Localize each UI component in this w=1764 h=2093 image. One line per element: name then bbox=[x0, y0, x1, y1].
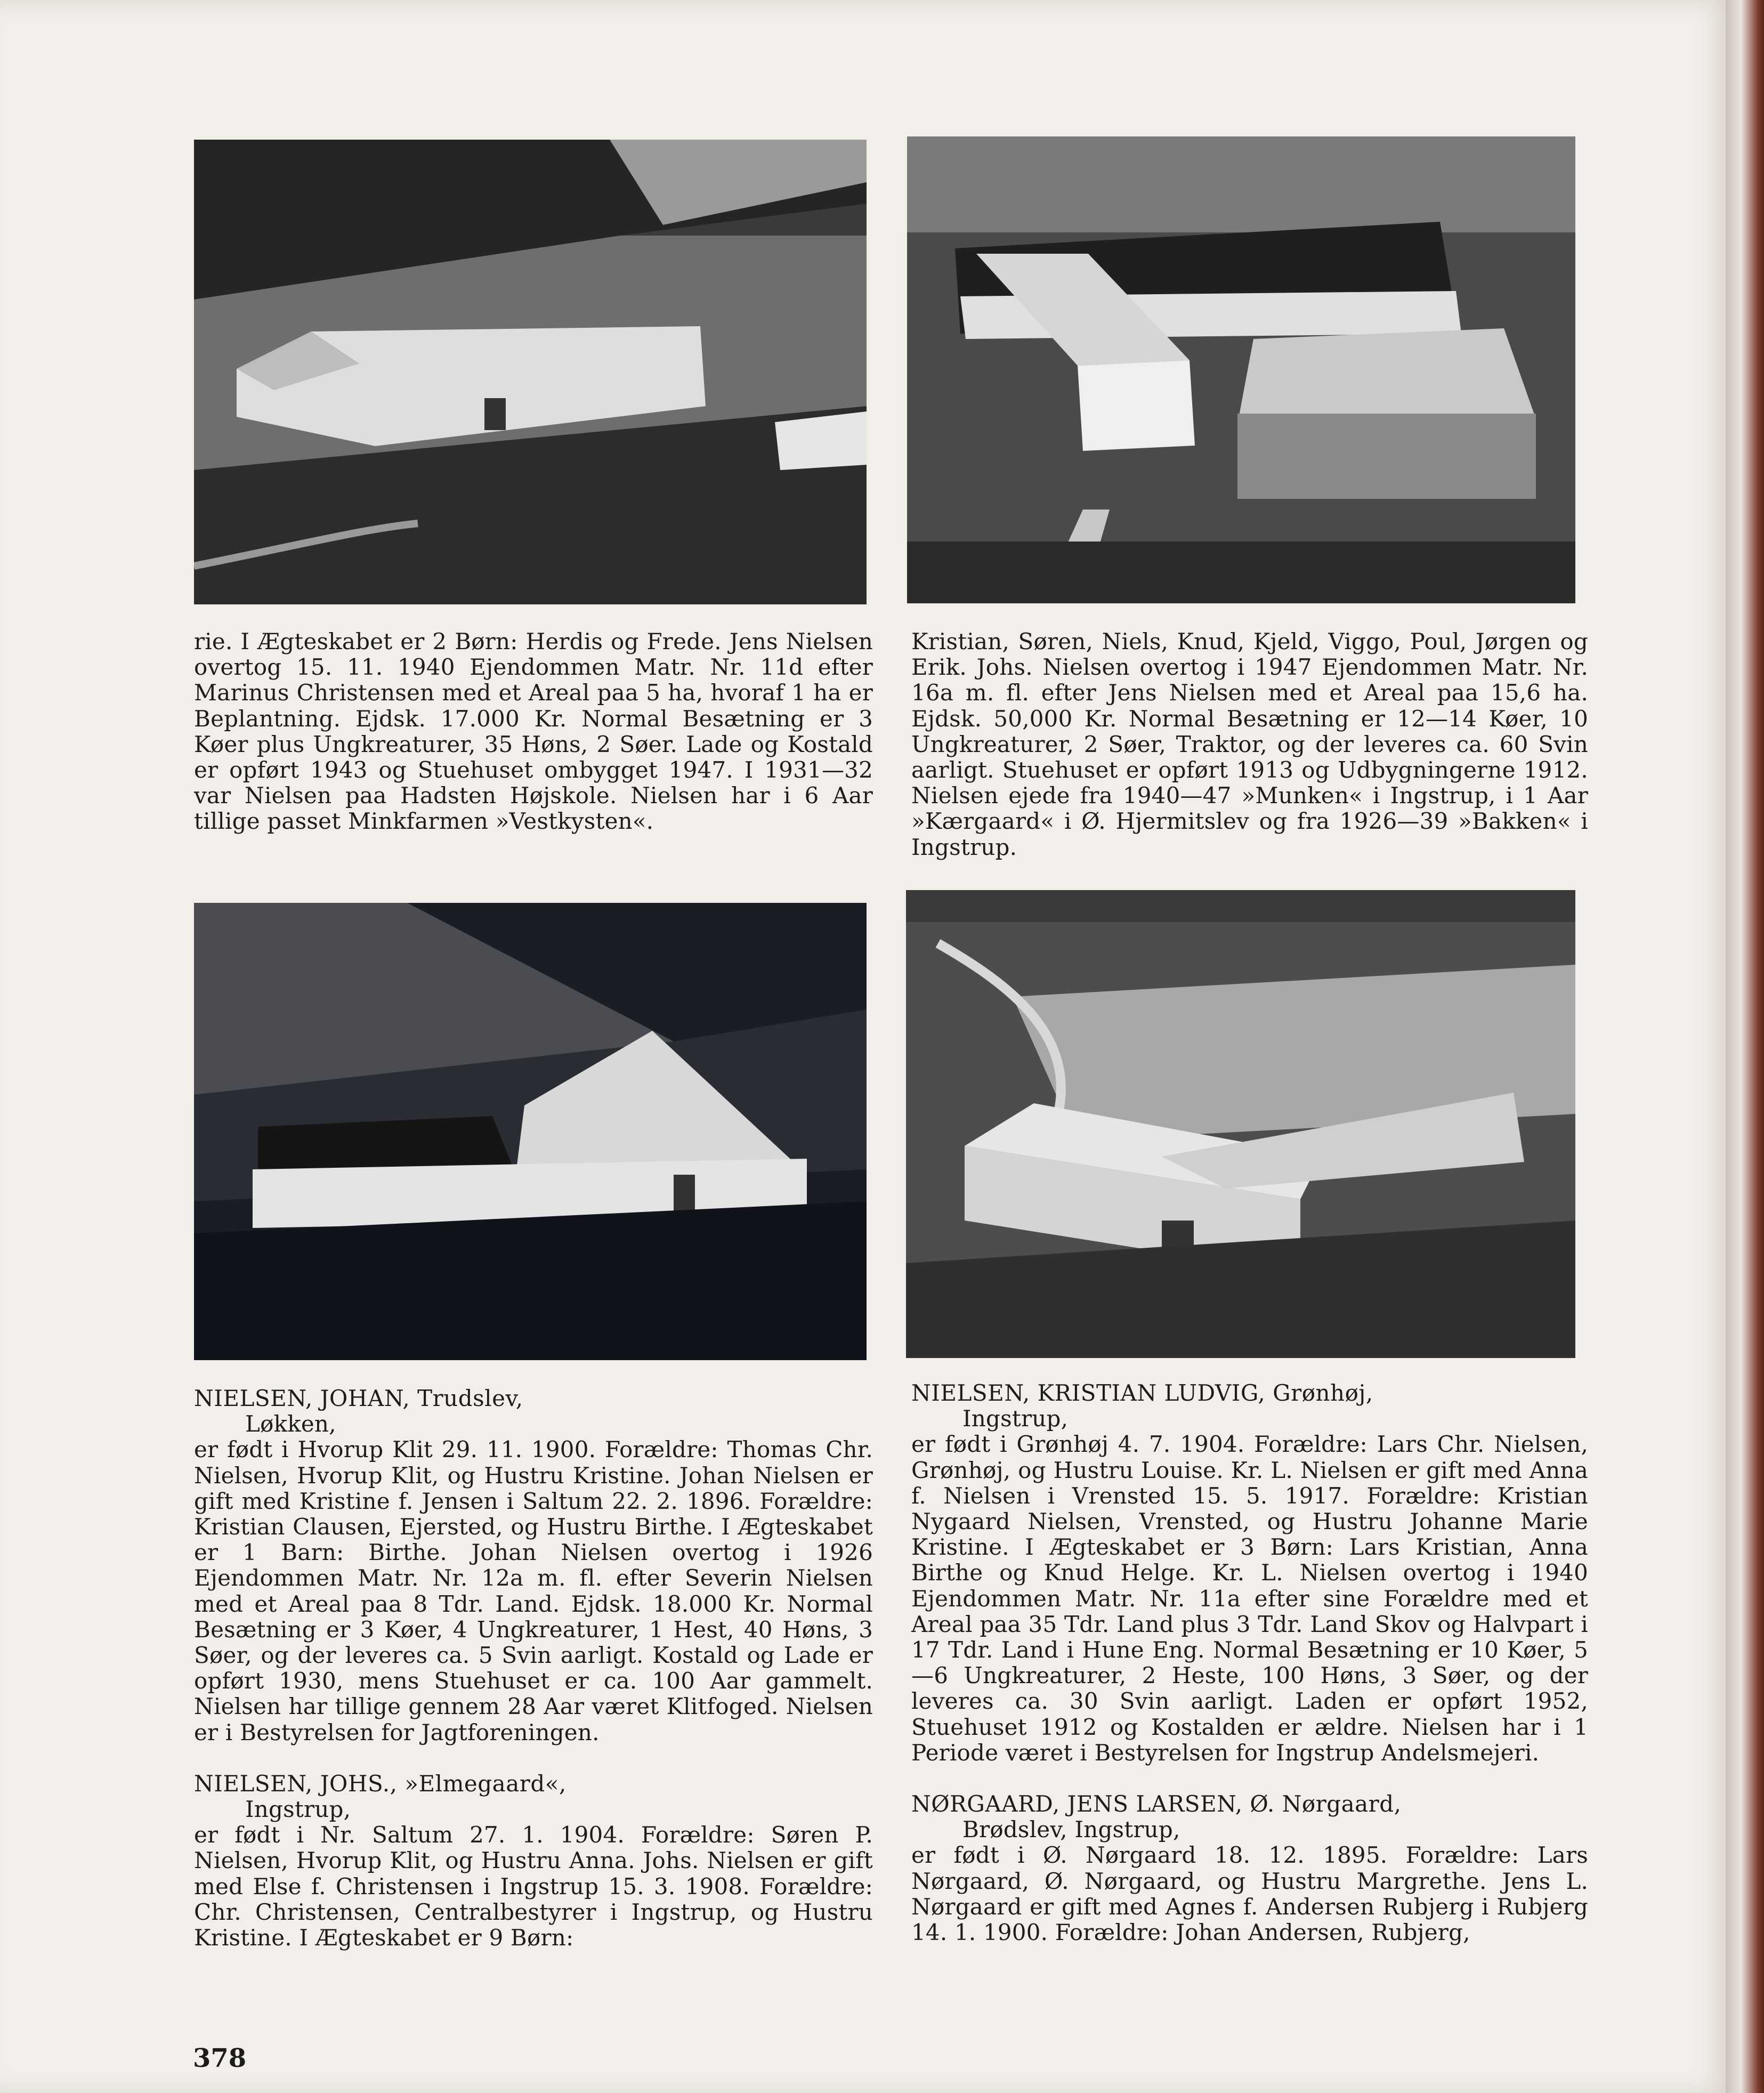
entry-nielsen-johs bbox=[194, 1771, 873, 1951]
farm-photo-bottom-right bbox=[906, 890, 1575, 1358]
entry-heading: NIELSEN, JOHAN, Trudslev, bbox=[194, 1385, 523, 1411]
entry-body: er født i Ø. Nørgaard 18. 12. 1895. Forældre: Lars Nørgaard, Ø. Nørgaard, og Hustru Margrethe. Jens L. Nørgaard er gift med Agnes f. Andersen Rubjerg i Rubjerg 14. 1. 1900. Forældre: Johan Andersen, Rubjerg, bbox=[911, 1842, 1588, 1946]
text-column-bottom-right bbox=[911, 1380, 1588, 1971]
farm-photo-top-right bbox=[907, 136, 1575, 603]
text-column-bottom-left bbox=[194, 1386, 873, 1976]
page-number: 378 bbox=[193, 2043, 247, 2073]
entry-location: Løkken, bbox=[245, 1411, 336, 1437]
entry-body: er født i Nr. Saltum 27. 1. 1904. Forældre: Søren P. Nielsen, Hvorup Klit, og Hustru Anna. Johs. Nielsen er gift med Else f. Christensen i Ingstrup 15. 3. 1908. Forældre: Chr. Christensen, Centralbestyrer i Ingstrup, og Hustru Kristine. I Ægteskabet er 9 Børn: bbox=[194, 1822, 873, 1951]
aerial-farm-photo-icon bbox=[906, 890, 1575, 1358]
aerial-farm-photo-icon bbox=[907, 136, 1575, 603]
entry-body: er født i Grønhøj 4. 7. 1904. Forældre: Lars Chr. Nielsen, Grønhøj, og Hustru Louise. Kr. L. Nielsen er gift med Anna f. Nielsen i Vrensted 15. 5. 1917. Forældre: Kristian Nygaard Nielsen, Vrensted, og Hustru Johanne Marie Kristine. I Ægteskabet er 3 Børn: Lars Kristian, Anna Birthe og Knud Helge. Kr. L. Nielsen overtog i 1940 Ejendommen Matr. Nr. 11a efter sine Forældre med et Areal paa 35 Tdr. Land plus 3 Tdr. Land Skov og Halvpart i 17 Tdr. Land i Hune Eng. Normal Besætning er 10 Køer, 5—6 Ungkreaturer, 2 Heste, 100 Høns, 3 Søer, og der leveres ca. 30 Svin aarligt. Laden er opført 1952, Stuehuset 1912 og Kostalden er ældre. Nielsen har i 1 Periode været i Bestyrelsen for Ingstrup Andelsmejeri. bbox=[911, 1431, 1588, 1766]
entry-nielsen-johan bbox=[194, 1386, 873, 1745]
aerial-farm-photo-icon bbox=[194, 140, 867, 604]
entry-heading: NØRGAARD, JENS LARSEN, Ø. Nørgaard, bbox=[911, 1791, 1402, 1817]
entry-body: er født i Hvorup Klit 29. 11. 1900. Forældre: Thomas Chr. Nielsen, Hvorup Klit, og Hustru Kristine. Johan Nielsen er gift med Kristine f. Jensen i Saltum 22. 2. 1896. Forældre: Kristian Clausen, Ejersted, og Hustru Birthe. I Ægteskabet er 1 Barn: Birthe. Johan Nielsen overtog i 1926 Ejendommen Matr. Nr. 12a m. fl. efter Severin Nielsen med et Areal paa 8 Tdr. Land. Ejdsk. 18.000 Kr. Normal Besætning er 3 Køer, 4 Ungkreaturer, 1 Hest, 40 Høns, 3 Søer, og der leveres ca. 5 Svin aarligt. Kostald og Lade er opført 1930, mens Stuehuset er ca. 100 Aar gammelt. Nielsen har tillige gennem 28 Aar været Klitfoged. Nielsen er i Bestyrelsen for Jagtforeningen. bbox=[194, 1436, 873, 1745]
text-column-top-left bbox=[194, 629, 873, 860]
entry-continuation-right: Kristian, Søren, Niels, Knud, Kjeld, Viggo, Poul, Jørgen og Erik. Johs. Nielsen overtog i 1947 Ejendommen Matr. Nr. 16a m. fl. efter Jens Nielsen med et Areal paa 15,6 ha. Ejdsk. 50,000 Kr. Normal Besætning er 12—14 Køer, 10 Ungkreaturer, 2 Søer, Traktor, og der leveres ca. 60 Svin aarligt. Stuehuset er opført 1913 og Udbygningerne 1912. Nielsen ejede fra 1940—47 »Munken« i Ingstrup, i 1 Aar »Kærgaard« i Ø. Hjermitslev og fra 1926—39 »Bakken« i Ingstrup. bbox=[911, 628, 1588, 860]
aerial-farm-photo-icon bbox=[194, 903, 867, 1360]
farm-photo-top-left bbox=[194, 140, 867, 604]
entry-nielsen-kristian-ludvig bbox=[911, 1380, 1588, 1766]
entry-location: Ingstrup, bbox=[245, 1796, 351, 1823]
entry-location: Ingstrup, bbox=[962, 1405, 1069, 1432]
entry-continuation-left: rie. I Ægteskabet er 2 Børn: Herdis og Frede. Jens Nielsen overtog 15. 11. 1940 Ejendommen Matr. Nr. 11d efter Marinus Christensen med et Areal paa 5 ha, hvoraf 1 ha er Beplantning. Ejdsk. 17.000 Kr. Normal Besætning er 3 Køer plus Ungkreaturer, 35 Høns, 2 Søer. Lade og Kostald er opført 1943 og Stuehuset ombygget 1947. I 1931—32 var Nielsen paa Hadsten Højskole. Nielsen har i 6 Aar tillige passet Minkfarmen »Vestkysten«. bbox=[194, 628, 873, 835]
entry-location: Brødslev, Ingstrup, bbox=[962, 1816, 1180, 1843]
entry-heading: NIELSEN, JOHS., »Elmegaard«, bbox=[194, 1770, 567, 1797]
book-spine bbox=[1726, 0, 1764, 2093]
farm-photo-bottom-left bbox=[194, 903, 867, 1360]
text-column-top-right bbox=[911, 629, 1588, 886]
entry-norgaard-jens-larsen bbox=[911, 1791, 1588, 1945]
entry-heading: NIELSEN, KRISTIAN LUDVIG, Grønhøj, bbox=[911, 1380, 1373, 1406]
